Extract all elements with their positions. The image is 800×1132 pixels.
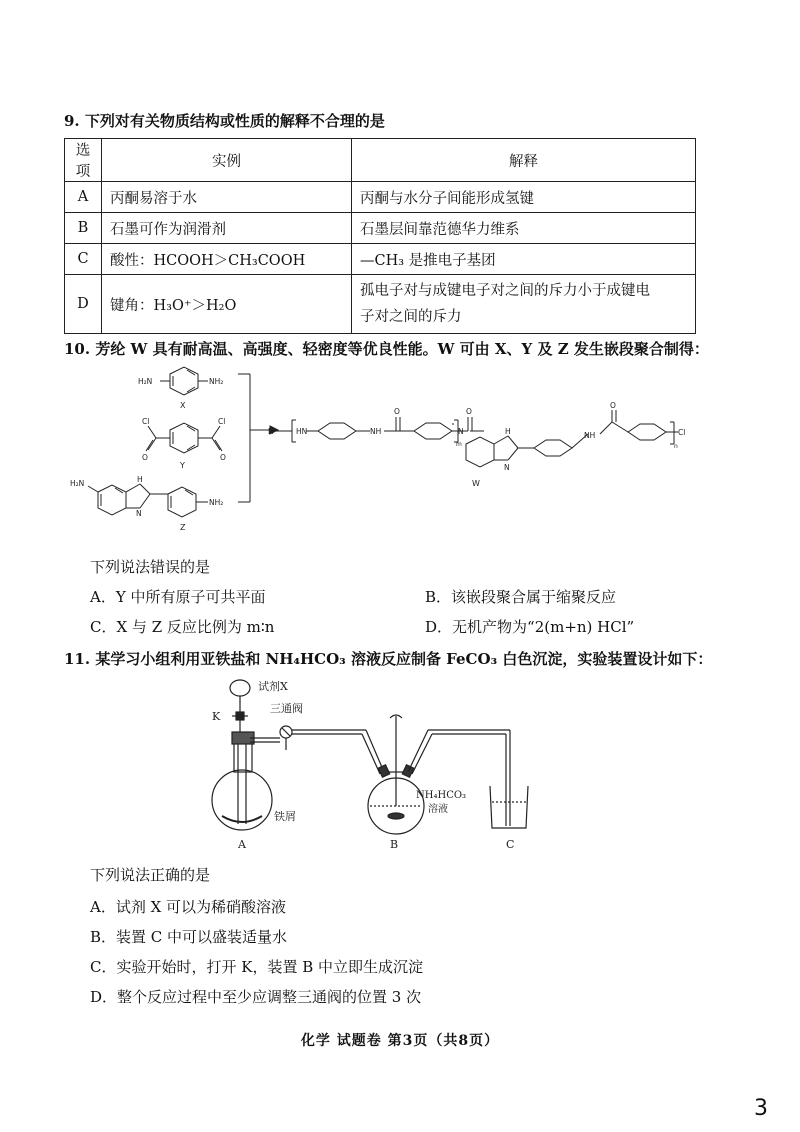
z-h-label: H	[137, 475, 143, 484]
header-option: 选项	[65, 139, 102, 182]
q11-option-b: B．装置 C 中可以盛装适量水	[90, 928, 288, 946]
y-o-left: O	[142, 453, 148, 462]
w-n-ring: N	[504, 463, 510, 472]
benzene-ring-y	[170, 423, 198, 453]
separatory-funnel	[230, 680, 250, 696]
z-molecule-label: Z	[180, 523, 186, 532]
w-nh-1: NH	[370, 427, 382, 436]
w-o-2: O	[466, 407, 472, 416]
w-h-ring: H	[505, 427, 511, 436]
q11-option-a: A．试剂 X 可以为稀硝酸溶液	[90, 898, 287, 916]
x-h2n-label: H₂N	[138, 377, 153, 386]
w-o-1: O	[394, 407, 400, 416]
table-row	[65, 213, 696, 244]
z-nh2-label: NH₂	[209, 498, 224, 507]
w-h-end: H	[268, 427, 274, 436]
q10-reaction-diagram	[60, 362, 700, 540]
solution-label-2: 溶液	[428, 804, 448, 815]
q10-option-a: A．Y 中所有原子可共平面	[90, 588, 266, 606]
iron-label: 铁屑	[274, 810, 296, 823]
y-molecule-label: Y	[180, 461, 185, 470]
row-explanation: —CH₃ 是推电子基团	[352, 244, 696, 275]
table-row	[65, 182, 696, 213]
row-explanation	[352, 275, 696, 334]
row-example: 键角：H₃O⁺＞H₂O	[102, 275, 352, 334]
page-footer: 化学 试题卷 第3页（共8页）	[300, 1033, 500, 1049]
row-option: D	[65, 275, 102, 334]
apparatus-c-label: C	[506, 838, 515, 851]
explanation-line-1: 孤电子对与成键电子对之间的斥力小于成键电	[360, 283, 650, 299]
x-nh2-label: NH₂	[209, 377, 224, 386]
solution-label-1: NH₄HCO₃	[416, 790, 467, 801]
header-explanation: 解释	[352, 139, 696, 182]
row-explanation: 石墨层间靠范德华力维系	[352, 213, 696, 244]
row-option: C	[65, 244, 102, 275]
q11-stem: 11. 某学习小组利用亚铁盐和 NH₄HCO₃ 溶液反应制备 FeCO₃ 白色沉淀，实验装置设计如下：	[64, 650, 713, 668]
header-example: 实例	[102, 139, 352, 182]
table-row	[65, 275, 696, 334]
valve-label: 三通阀	[270, 702, 303, 715]
w-hn-1: HN	[296, 427, 308, 436]
q10-prompt: 下列说法错误的是	[90, 558, 211, 576]
q10-option-c: C．X 与 Z 反应比例为 m∶n	[90, 618, 275, 636]
q9-table	[64, 138, 696, 334]
k-label: K	[212, 710, 221, 723]
apparatus-b-label: B	[390, 838, 399, 851]
table-header-row	[65, 139, 696, 182]
row-explanation: 丙酮与水分子间能形成氢键	[352, 182, 696, 213]
y-cl-right: Cl	[218, 417, 226, 426]
w-o-3: O	[610, 401, 616, 410]
y-cl-left: Cl	[142, 417, 150, 426]
q11-prompt: 下列说法正确的是	[90, 866, 211, 884]
q9-stem: 9. 下列对有关物质结构或性质的解释不合理的是	[64, 112, 385, 130]
row-example: 酸性：HCOOH＞CH₃COOH	[102, 244, 352, 275]
benzene-ring-x	[170, 367, 198, 395]
apparatus-a-label: A	[238, 838, 246, 851]
benzimidazole-ring-z	[98, 485, 126, 515]
page-number: 3	[754, 1096, 768, 1121]
x-molecule-label: X	[180, 401, 186, 410]
row-option: A	[65, 182, 102, 213]
q10-stem: 10. 芳纶 W 具有耐高温、高强度、轻密度等优良性能。W 可由 X、Y 及 Z 发生嵌段聚合制得：	[64, 340, 709, 358]
y-o-right: O	[220, 453, 226, 462]
z-n-label: N	[136, 509, 142, 518]
w-m-subscript: m	[456, 441, 462, 448]
row-option: B	[65, 213, 102, 244]
q11-apparatus-diagram	[200, 676, 540, 856]
q11-option-c: C．实验开始时，打开 K，装置 B 中立即生成沉淀	[90, 958, 424, 976]
q10-option-d: D．无机产物为“2(m+n) HCl”	[425, 618, 635, 636]
reagent-x-label: 试剂X	[258, 680, 288, 693]
z-h2n-label: H₂N	[70, 479, 85, 488]
w-nh-2: NH	[584, 431, 596, 440]
table-row	[65, 244, 696, 275]
row-example: 丙酮易溶于水	[102, 182, 352, 213]
beaker-c	[490, 786, 528, 828]
row-example: 石墨可作为润滑剂	[102, 213, 352, 244]
w-cl-end: Cl	[678, 428, 686, 437]
w-molecule-label: W	[472, 479, 480, 488]
w-n-left: N	[458, 427, 464, 436]
w-n-subscript: n	[674, 443, 678, 450]
explanation-line-2: 子对之间的斥力	[360, 309, 462, 325]
q10-option-b: B．该嵌段聚合属于缩聚反应	[425, 588, 617, 606]
q11-option-d: D．整个反应过程中至少应调整三通阀的位置 3 次	[90, 988, 422, 1006]
